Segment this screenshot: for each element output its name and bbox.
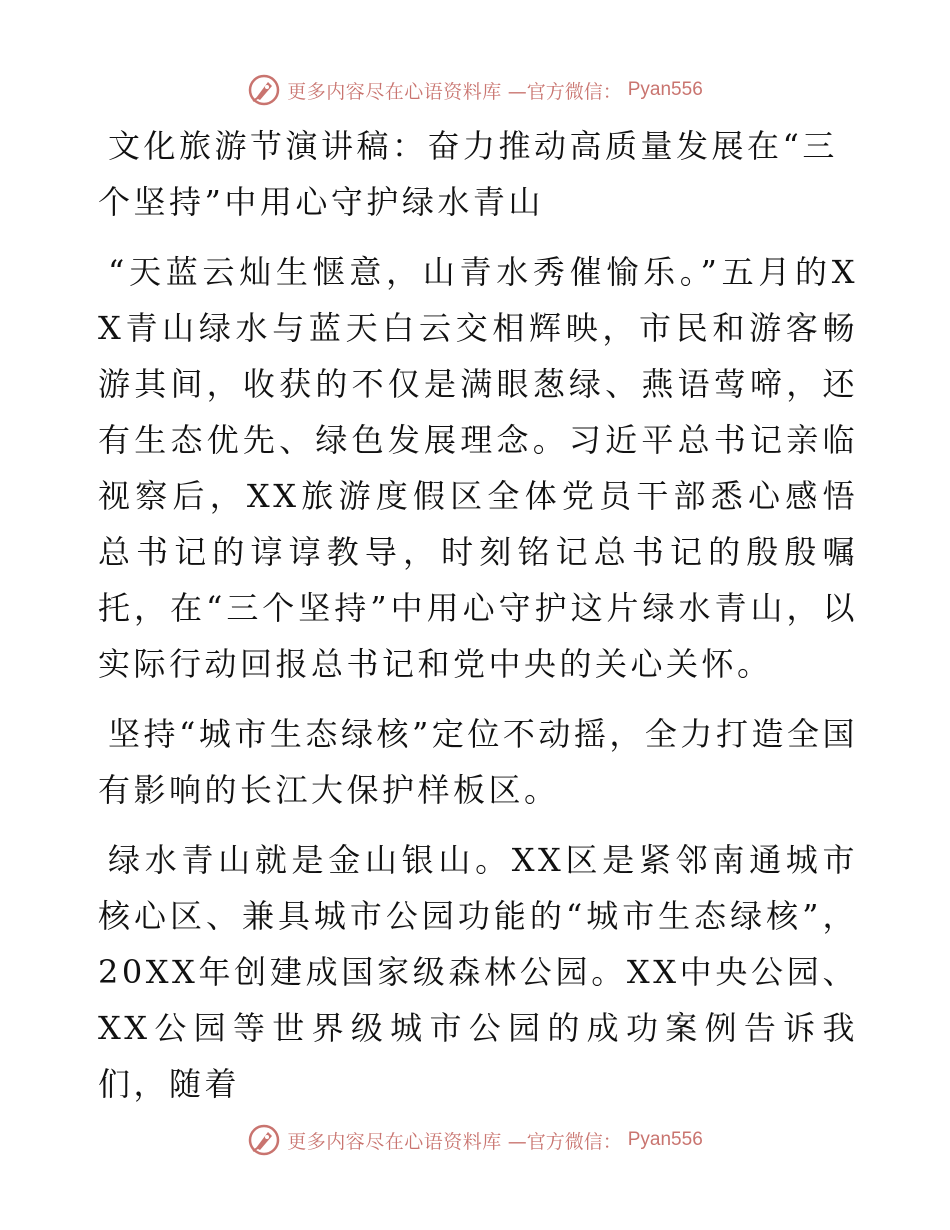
watermark-handle: Pyan556 [627,1129,703,1150]
watermark-separator: —官方微信： [507,1130,622,1153]
watermark-separator: —官方微信： [507,80,622,103]
footer-watermark [0,1120,950,1160]
document-body [98,118,858,1126]
header-watermark [0,70,950,110]
pen-nib-logo-icon [247,73,281,107]
pen-nib-logo-icon [247,1123,281,1157]
watermark-handle: Pyan556 [627,79,703,100]
watermark-text: 更多内容尽在心语资料库 [287,80,502,103]
paragraph-1: “天蓝云灿生惬意，山青水秀催愉乐。”五月的XX青山绿水与蓝天白云交相辉映，市民和游客畅游其间，收获的不仅是满眼葱绿、燕语莺啼，还有生态优先、绿色发展理念。习近平总书记亲临视察后，XX旅游度假区全体党员干部悉心感悟总书记的谆谆教导，时刻铭记总书记的殷殷嘱托，在“三个坚持”中用心守护这片绿水青山，以实际行动回报总书记和党中央的关心关怀。 [98,253,858,683]
document-title: 文化旅游节演讲稿：奋力推动高质量发展在“三个坚持”中用心守护绿水青山 [98,127,838,221]
watermark-text: 更多内容尽在心语资料库 [287,1130,502,1153]
paragraph-3: 绿水青山就是金山银山。XX区是紧邻南通城市核心区、兼具城市公园功能的“城市生态绿核”，20XX年创建成国家级森林公园。XX中央公园、XX公园等世界级城市公园的成功案例告诉我们，随着 [98,841,858,1103]
paragraph-2: 坚持“城市生态绿核”定位不动摇，全力打造全国有影响的长江大保护样板区。 [98,715,858,809]
